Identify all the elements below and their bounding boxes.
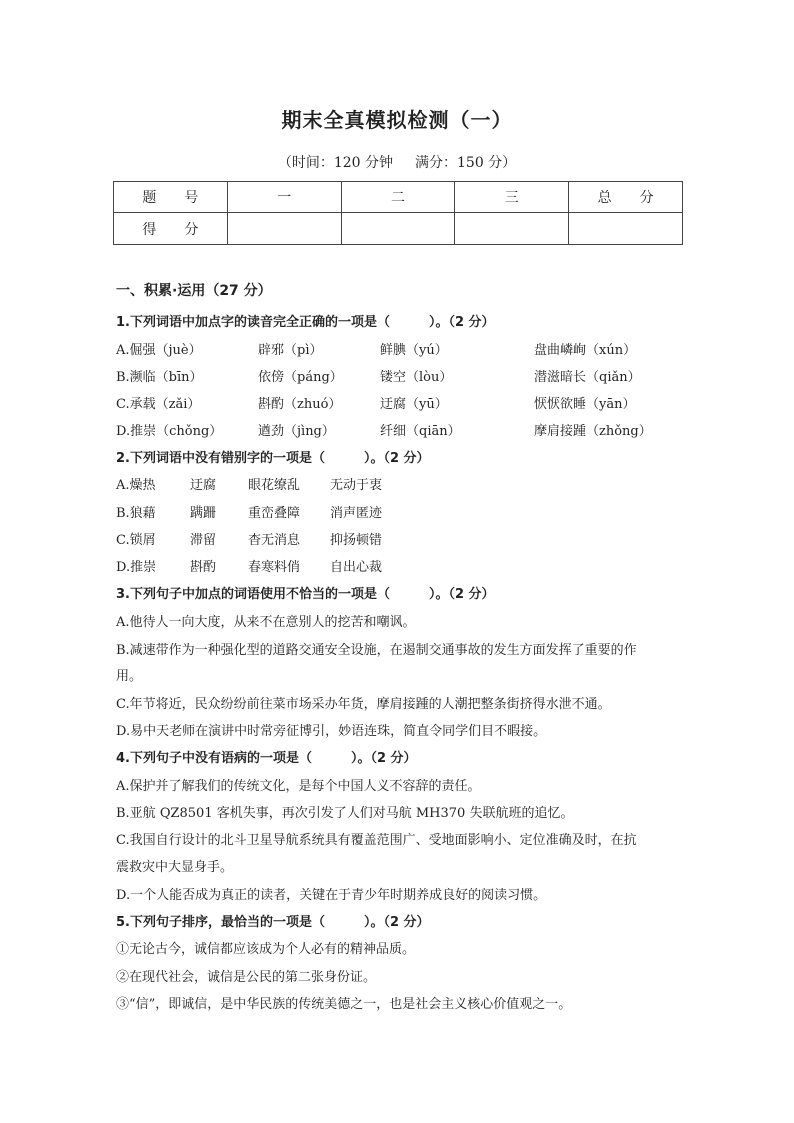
q2-option-c-4: 抑扬顿错	[330, 533, 383, 548]
q2-option-a-3: 眼花缭乱	[248, 478, 301, 493]
question-4: 4.下列句子中没有语病的一项是（ ）。（2 分）	[116, 751, 417, 766]
q2-option-b-4: 消声匿迹	[330, 506, 383, 521]
full-score: 满分：150 分）	[415, 155, 517, 171]
q1-option-d-3: 纤细（qiān）	[380, 424, 461, 439]
q1-option-a-1: A.倔强（juè）	[116, 343, 202, 358]
q2-option-d-2: 斟酌	[190, 560, 217, 575]
header-cell: 一	[227, 182, 341, 213]
score-cell[interactable]	[341, 213, 455, 245]
q5-sentence-3: ③“信”，即诚信，是中华民族的传统美德之一，也是社会主义核心价值观之一。	[116, 997, 572, 1012]
q5-sentence-1: ①无论古今，诚信都应该成为个人必有的精神品质。	[116, 942, 416, 957]
q3-option-d: D.易中天老师在演讲中时常旁征博引，妙语连珠，简直令同学们目不暇接。	[116, 724, 547, 739]
score-cell[interactable]	[227, 213, 341, 245]
q1-option-d-2: 遒劲（jìng）	[258, 424, 335, 439]
q1-option-d-4: 摩肩接踵（zhǒng）	[534, 424, 652, 439]
q4-option-c: C.我国自行设计的北斗卫星导航系统具有覆盖范围广、受地面影响小、定位准确及时，在抗	[116, 833, 637, 848]
header-cell: 题 号	[114, 182, 228, 213]
q2-option-b-3: 重峦叠障	[248, 506, 301, 521]
q1-option-b-3: 镂空（lòu）	[380, 370, 453, 385]
q1-option-b-4: 潜滋暗长（qiǎn）	[534, 370, 641, 385]
question-5: 5.下列句子排序，最恰当的一项是（ ）。（2 分）	[116, 915, 430, 930]
q1-option-b-1: B.濒临（bīn）	[116, 370, 203, 385]
subtitle	[0, 152, 794, 172]
q2-option-c-2: 滞留	[190, 533, 217, 548]
header-cell: 三	[455, 182, 569, 213]
question-1: 1.下列词语中加点字的读音完全正确的一项是（ ）。（2 分）	[116, 315, 495, 330]
q2-option-c-3: 杳无消息	[248, 533, 301, 548]
q1-option-c-1: C.承载（zǎi）	[116, 397, 201, 412]
q3-option-a: A.他待人一向大度，从来不在意别人的挖苦和嘲讽。	[116, 615, 416, 630]
question-3: 3.下列句子中加点的词语使用不恰当的一项是（ ）。（2 分）	[116, 587, 495, 602]
q2-option-a-1: A.燥热	[116, 478, 156, 493]
score-cell[interactable]	[569, 213, 683, 245]
score-cell[interactable]	[455, 213, 569, 245]
q5-sentence-2: ②在现代社会，诚信是公民的第二张身份证。	[116, 970, 377, 985]
score-table-header	[114, 182, 683, 213]
header-cell: 二	[341, 182, 455, 213]
question-2: 2.下列词语中没有错别字的一项是（ ）。（2 分）	[116, 451, 430, 466]
score-table-row	[114, 213, 683, 245]
q1-option-b-2: 依傍（páng）	[258, 370, 343, 385]
q2-option-a-2: 迂腐	[190, 478, 217, 493]
q1-option-c-4: 恹恹欲睡（yān）	[534, 397, 636, 412]
header-cell: 总 分	[569, 182, 683, 213]
time-limit: （时间：120 分钟	[277, 155, 393, 171]
page-title: 期末全真模拟检测（一）	[281, 108, 513, 132]
q2-option-d-3: 春寒料俏	[248, 560, 301, 575]
q3-option-b-cont: 用。	[116, 669, 143, 684]
q2-option-d-4: 自出心裁	[330, 560, 383, 575]
q2-option-d-1: D.推崇	[116, 560, 157, 575]
q1-option-a-3: 鲜腆（yú）	[380, 343, 448, 358]
q2-option-b-2: 蹒跚	[190, 506, 217, 521]
row-label: 得 分	[114, 213, 228, 245]
q1-option-d-1: D.推崇（chǒng）	[116, 424, 223, 439]
q3-option-c: C.年节将近，民众纷纷前往菜市场采办年货，摩肩接踵的人潮把整条街挤得水泄不通。	[116, 697, 611, 712]
q1-option-a-2: 辟邪（pì）	[258, 343, 323, 358]
q2-option-a-4: 无动于衷	[330, 478, 383, 493]
q1-option-a-4: 盘曲嶙峋（xún）	[534, 343, 637, 358]
q1-option-c-2: 斟酌（zhuó）	[258, 397, 342, 412]
score-table	[113, 181, 683, 245]
q2-option-b-1: B.狼藉	[116, 506, 156, 521]
section-heading: 一、积累·运用（27 分）	[116, 283, 272, 299]
q4-option-d: D.一个人能否成为真正的读者，关键在于青少年时期养成良好的阅读习惯。	[116, 888, 547, 903]
q3-option-b: B.减速带作为一种强化型的道路交通安全设施，在遏制交通事故的发生方面发挥了重要的作	[116, 643, 637, 658]
q2-option-c-1: C.锁屑	[116, 533, 156, 548]
q1-option-c-3: 迂腐（yū）	[380, 397, 448, 412]
q4-option-b: B.亚航 QZ8501 客机失事，再次引发了人们对马航 MH370 失联航班的追忆。	[116, 806, 574, 821]
q4-option-c-cont: 震救灾中大显身手。	[116, 860, 234, 875]
q4-option-a: A.保护并了解我们的传统文化，是每个中国人义不容辞的责任。	[116, 779, 481, 794]
